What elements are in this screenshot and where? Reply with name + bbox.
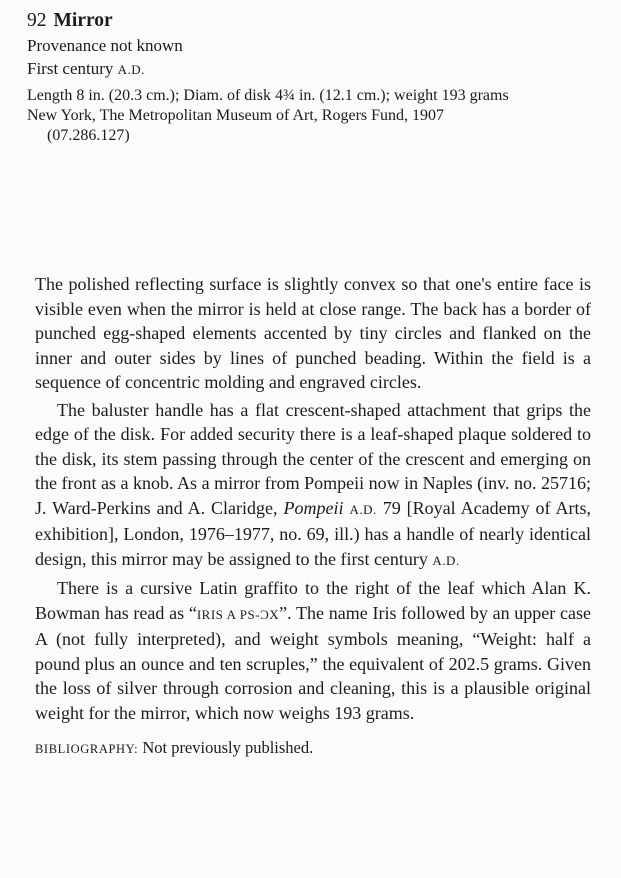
paragraph-3 <box>35 576 591 725</box>
paragraph-1: The polished reflecting surface is slightly convex so that one's entire face is visible even when the mirror is held at close range. The back has a border of punched egg-shaped elements accented by tiny circles and flanked on the inner and outer sides by lines of punched beading. Within the field is a sequence of concentric molding and engraved circles. <box>35 274 591 392</box>
p2-era: A.D. <box>349 501 377 517</box>
collection: New York, The Metropolitan Museum of Art, Rogers Fund, 1907 <box>27 107 445 124</box>
entry-name: Mirror <box>53 10 113 31</box>
p3-text-a: There is a cursive Latin graffito to the right of the leaf which Alan K. Bowman has read as “ <box>35 578 591 623</box>
p3-text-b: ”. The name Iris followed by an upper case A (not fully interpreted), and weight symbols meaning, “Weight: half a pound plus an ounce and ten scruples,” the equivalent of 202.5 grams. Given the loss of silver through corrosion and cleaning, this is a plausible original weight for the mirror, which now weighs 193 grams. <box>35 602 591 723</box>
dimensions-block <box>27 86 607 146</box>
entry-title <box>27 8 607 34</box>
bibliography-label: BIBLIOGRAPHY: <box>35 742 139 756</box>
entry-header <box>27 8 607 146</box>
p2-text-a: The baluster handle has a flat crescent-shaped attachment that grips the edge of the disk. For added security there is a leaf-shaped plaque soldered to the disk, its stem passing through the center of the crescent and emerging on the front as a knob. As a mirror from Pompeii now in Naples (inv. no. 25716; J. Ward-Perkins and A. Claridge, <box>35 399 591 518</box>
date <box>27 57 607 81</box>
graffito-reading: IRIS A PS-ƆX <box>196 606 280 622</box>
date-prefix: First century <box>27 59 114 78</box>
accession-number: (07.286.127) <box>47 127 130 144</box>
provenance: Provenance not known <box>27 36 183 55</box>
dimensions: Length 8 in. (20.3 cm.); Diam. of disk 4¾ in. (12.1 cm.); weight 193 grams <box>27 87 509 104</box>
bibliography-text: Not previously published. <box>142 738 314 757</box>
entry-body <box>35 272 591 760</box>
entry-number: 92 <box>27 10 47 31</box>
p2-end-era: A.D. <box>432 552 460 568</box>
bibliography <box>35 737 591 760</box>
p2-italic-title: Pompeii <box>283 497 344 518</box>
p2-text-b: 79 [Royal Academy of Arts, exhibition], London, 1976–1977, no. 69, ill.) has a handle of nearly identical design, this mirror may be assigned to the first century <box>35 497 592 569</box>
date-era: A.D. <box>117 62 145 77</box>
paragraph-2 <box>35 398 591 574</box>
